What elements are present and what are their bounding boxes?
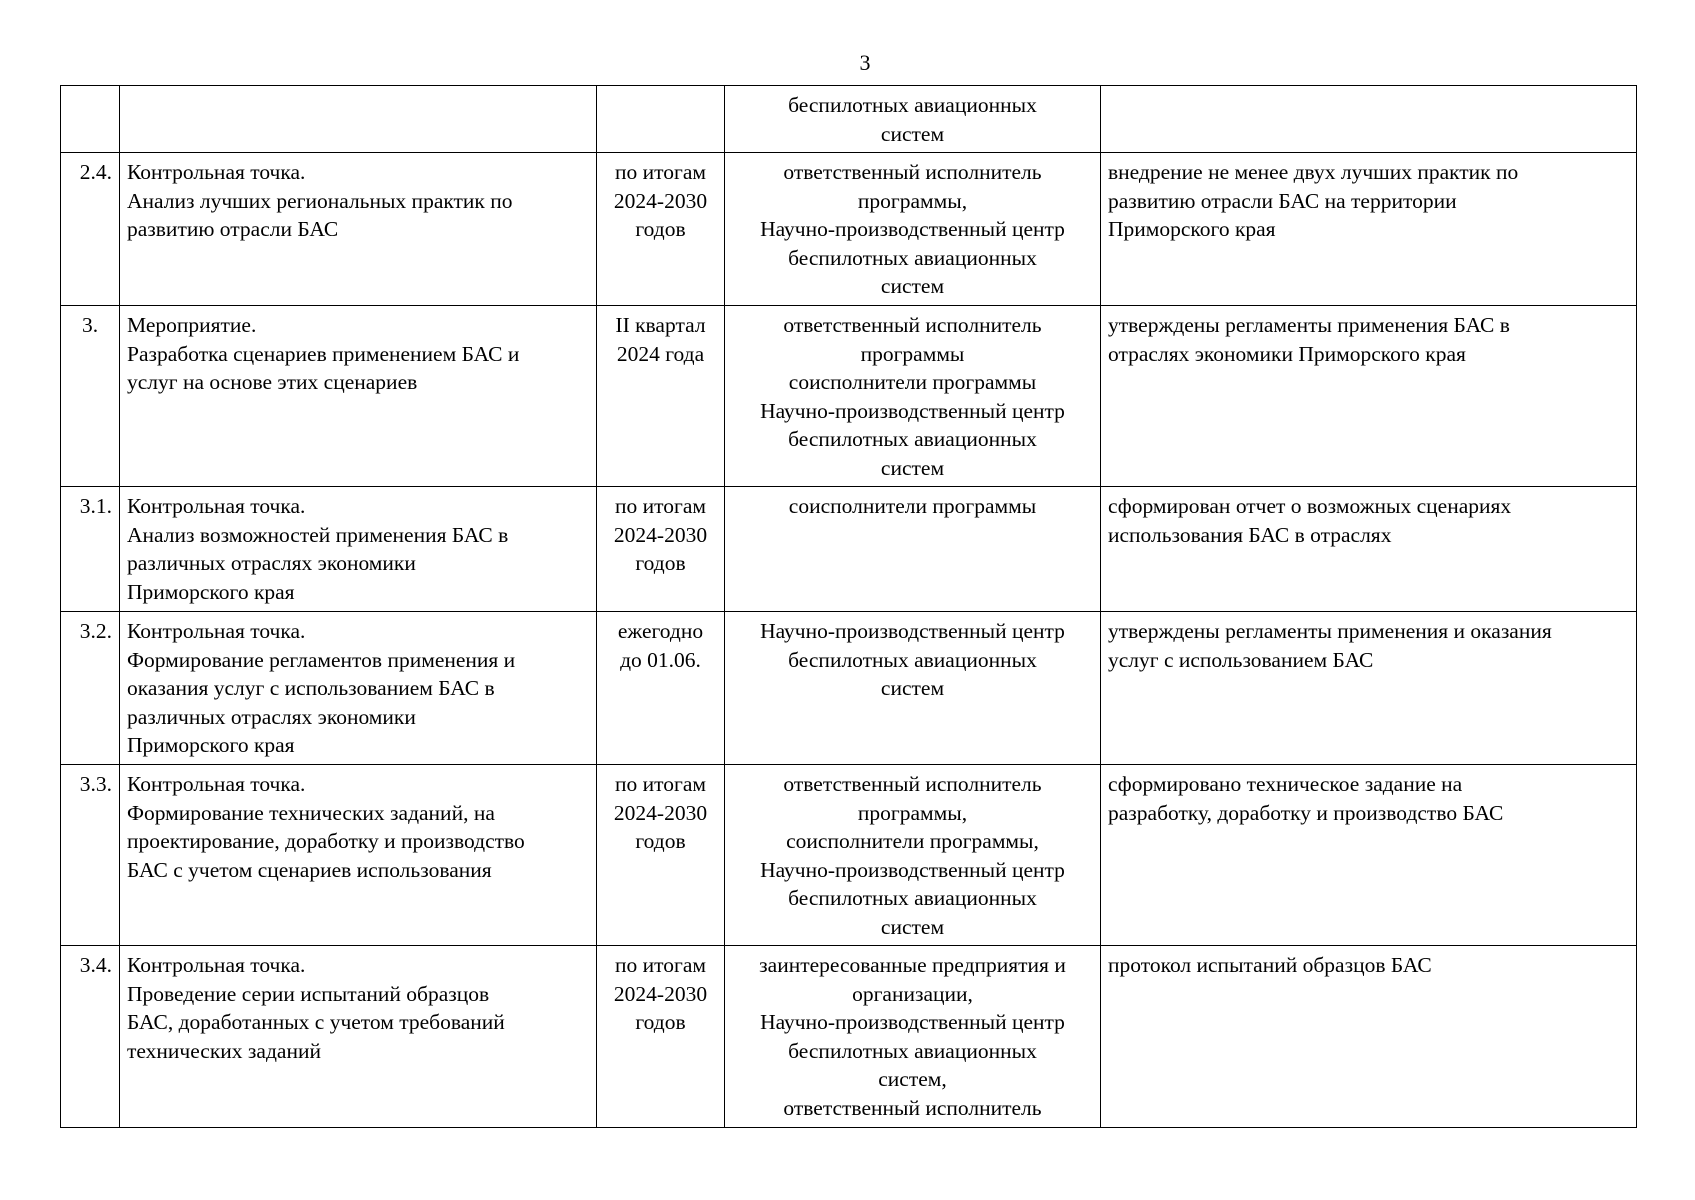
- activity-name-line: Анализ возможностей применения БАС в: [127, 522, 509, 547]
- deadline: [597, 153, 725, 306]
- executors: [725, 612, 1101, 765]
- result-line: Приморского края: [1108, 217, 1276, 241]
- executors-line: ответственный исполнитель: [783, 313, 1042, 337]
- deadline-line: по итогам: [615, 953, 706, 977]
- result-line: внедрение не менее двух лучших практик по: [1108, 160, 1519, 184]
- activity-name-line: Контрольная точка.: [127, 160, 306, 184]
- executors-line: Научно-производственный центр: [760, 398, 1065, 423]
- deadline: [597, 765, 725, 946]
- executors-line: соисполнители программы: [788, 494, 1037, 518]
- executors-line: беспилотных авиационных: [788, 93, 1037, 117]
- activity-name: [120, 487, 597, 612]
- result-line: отраслях экономики Приморского края: [1108, 341, 1466, 366]
- row-number: [61, 86, 120, 153]
- deadline: [597, 487, 725, 612]
- executors-line: ответственный исполнитель: [783, 772, 1042, 796]
- activity-name: [120, 765, 597, 946]
- activity-name: [120, 946, 597, 1128]
- executors-line: программы,: [857, 800, 968, 825]
- activity-name-line: Контрольная точка.: [127, 772, 306, 796]
- deadline-line: годов: [635, 217, 686, 241]
- activity-name: [120, 86, 597, 153]
- executors-line: Научно-производственный центр: [760, 619, 1065, 643]
- executors-line: беспилотных авиационных: [788, 1038, 1037, 1063]
- deadline-line: по итогам: [615, 494, 706, 518]
- result-line: развитию отрасли БАС на территории: [1108, 188, 1457, 213]
- activity-name-line: БАС, доработанных с учетом требований: [127, 1010, 505, 1034]
- table-row: [61, 487, 1637, 612]
- activity-name-line: Мероприятие.: [127, 313, 257, 337]
- executors-line: Научно-производственный центр: [760, 857, 1065, 882]
- executors-line: организации,: [852, 981, 973, 1006]
- activity-name: [120, 153, 597, 306]
- executors-line: ответственный исполнитель: [783, 1095, 1042, 1120]
- activity-name-line: Анализ лучших региональных практик по: [127, 188, 513, 213]
- activity-name-line: технических заданий: [127, 1038, 321, 1063]
- table-row: [61, 86, 1637, 153]
- activity-name-line: различных отраслях экономики: [127, 704, 416, 729]
- deadline: [597, 306, 725, 487]
- result-line: утверждены регламенты применения и оказания: [1108, 619, 1552, 643]
- executors-line: соисполнители программы,: [786, 829, 1039, 853]
- table-row: [61, 153, 1637, 306]
- table-row: [61, 946, 1637, 1128]
- executors-line: программы,: [857, 188, 968, 213]
- activity-name-line: Формирование технических заданий, на: [127, 800, 495, 825]
- row-number: 3.: [61, 306, 120, 487]
- expected-result: [1101, 153, 1637, 306]
- row-number: 3.2.: [61, 612, 120, 765]
- executors-line: систем: [880, 274, 945, 298]
- activity-name-line: Контрольная точка.: [127, 494, 306, 518]
- activity-name-line: Приморского края: [127, 733, 295, 757]
- expected-result: [1101, 612, 1637, 765]
- row-number: 3.1.: [61, 487, 120, 612]
- executors-line: Научно-производственный центр: [760, 217, 1065, 241]
- executors: [725, 153, 1101, 306]
- executors-line: систем: [880, 121, 945, 146]
- executors-line: систем: [880, 676, 945, 700]
- table-row: [61, 612, 1637, 765]
- deadline-line: годов: [635, 551, 686, 575]
- activity-name-line: Приморского края: [127, 579, 295, 604]
- result-line: протокол испытаний образцов БАС: [1108, 953, 1432, 977]
- result-line: использования БАС в отраслях: [1108, 522, 1392, 547]
- activity-name-line: различных отраслях экономики: [127, 551, 416, 575]
- deadline-line: 2024-2030: [613, 522, 708, 547]
- deadline-line: до 01.06.: [620, 647, 701, 672]
- result-line: разработку, доработку и производство БАС: [1108, 800, 1504, 825]
- expected-result: [1101, 306, 1637, 487]
- executors-line: соисполнители программы: [788, 370, 1037, 394]
- executors-line: ответственный исполнитель: [783, 160, 1042, 184]
- activity-name-line: проектирование, доработку и производство: [127, 829, 525, 853]
- executors-line: заинтересованные предприятия и: [759, 953, 1066, 977]
- expected-result: [1101, 946, 1637, 1128]
- executors-line: беспилотных авиационных: [788, 427, 1037, 451]
- row-number: 3.3.: [61, 765, 120, 946]
- row-number: 3.4.: [61, 946, 120, 1128]
- deadline-line: 2024-2030: [613, 981, 708, 1006]
- activity-name: [120, 306, 597, 487]
- result-line: сформирован отчет о возможных сценариях: [1108, 494, 1512, 518]
- activity-name-line: Проведение серии испытаний образцов: [127, 981, 490, 1006]
- executors: [725, 946, 1101, 1128]
- deadline-line: годов: [635, 1010, 686, 1034]
- expected-result: [1101, 487, 1637, 612]
- table-row: [61, 306, 1637, 487]
- executors-line: систем: [880, 455, 945, 480]
- executors: [725, 306, 1101, 487]
- activity-name: [120, 612, 597, 765]
- deadline-line: по итогам: [615, 772, 706, 796]
- activity-name-line: Контрольная точка.: [127, 953, 306, 977]
- result-line: услуг с использованием БАС: [1108, 647, 1374, 672]
- expected-result: [1101, 86, 1637, 153]
- executors: [725, 765, 1101, 946]
- deadline-line: 2024-2030: [613, 800, 708, 825]
- executors-line: беспилотных авиационных: [788, 245, 1037, 270]
- executors-line: беспилотных авиационных: [788, 886, 1037, 910]
- deadline-line: 2024 года: [616, 341, 705, 366]
- activity-name-line: развитию отрасли БАС: [127, 217, 339, 241]
- activity-name-line: БАС с учетом сценариев использования: [127, 857, 492, 882]
- deadline-line: 2024-2030: [613, 188, 708, 213]
- table-row: [61, 765, 1637, 946]
- activity-name-line: услуг на основе этих сценариев: [127, 370, 418, 394]
- activity-name-line: Разработка сценариев применением БАС и: [127, 341, 520, 366]
- deadline: [597, 86, 725, 153]
- deadline-line: II квартал: [615, 313, 706, 337]
- executors-line: программы: [860, 341, 965, 366]
- deadline-line: годов: [635, 829, 686, 853]
- activities-table: [60, 85, 1637, 1128]
- activity-name-line: Контрольная точка.: [127, 619, 306, 643]
- executors: [725, 487, 1101, 612]
- executors-line: систем: [880, 914, 945, 939]
- result-line: утверждены регламенты применения БАС в: [1108, 313, 1510, 337]
- executors-line: Научно-производственный центр: [760, 1010, 1065, 1034]
- row-number: 2.4.: [61, 153, 120, 306]
- executors-line: систем,: [878, 1067, 947, 1091]
- page-number: 3: [859, 50, 871, 75]
- deadline-line: по итогам: [615, 160, 706, 184]
- deadline: [597, 946, 725, 1128]
- activity-name-line: оказания услуг с использованием БАС в: [127, 676, 495, 700]
- result-line: сформировано техническое задание на: [1108, 772, 1463, 796]
- deadline: [597, 612, 725, 765]
- activity-name-line: Формирование регламентов применения и: [127, 647, 516, 672]
- expected-result: [1101, 765, 1637, 946]
- executors: [725, 86, 1101, 153]
- executors-line: беспилотных авиационных: [788, 647, 1037, 672]
- deadline-line: ежегодно: [617, 619, 704, 643]
